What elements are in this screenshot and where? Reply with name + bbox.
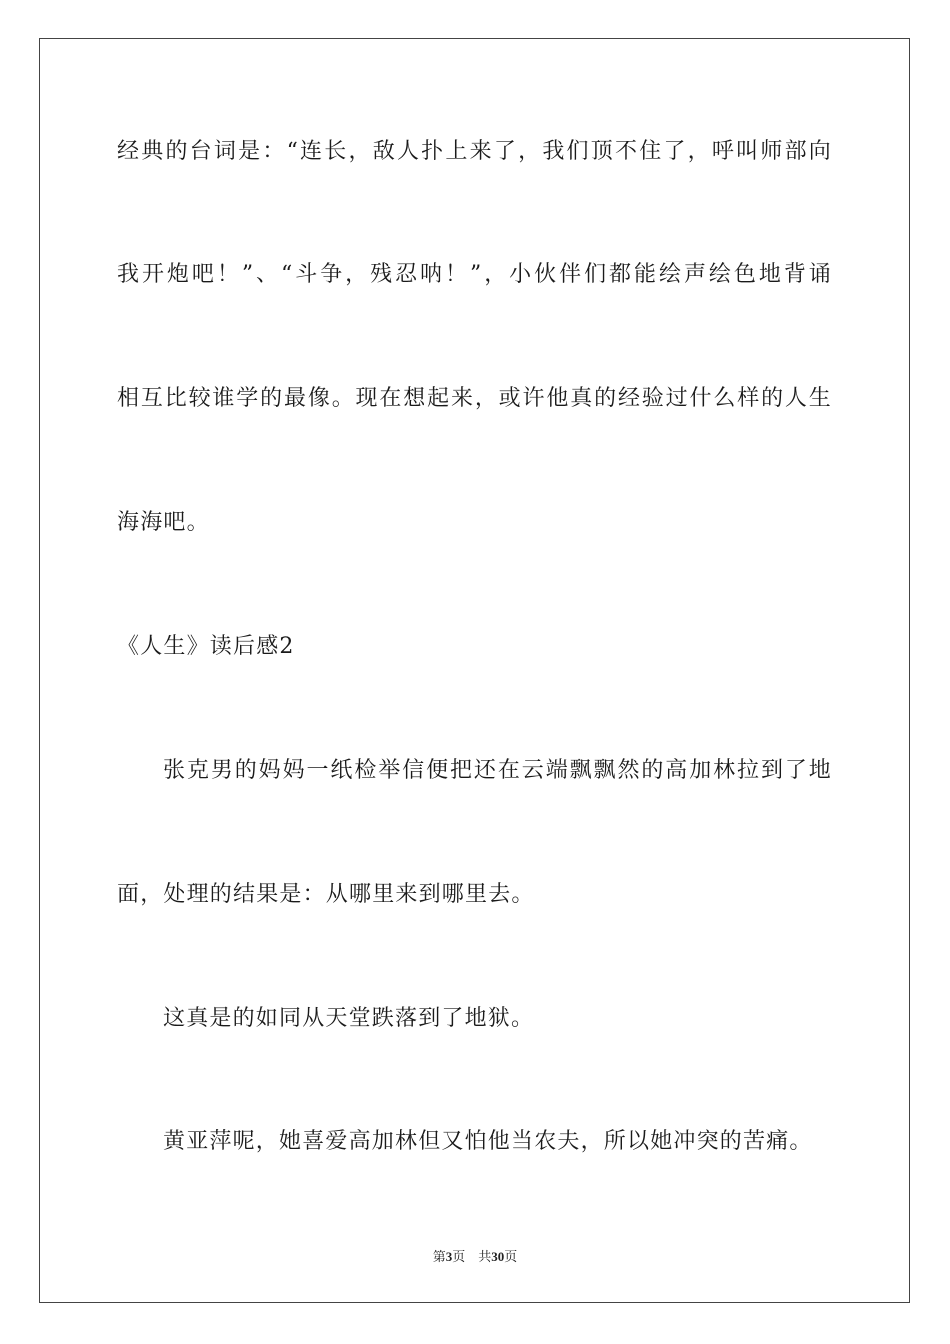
footer-middle: 页 共 bbox=[452, 1250, 492, 1265]
paragraph-1-line-2: 面，处理的结果是：从哪里来到哪里去。 bbox=[117, 882, 535, 907]
body-line-4: 海海吧。 bbox=[117, 510, 210, 535]
paragraph-1-line-1: 张克男的妈妈一纸检举信便把还在云端飘飘然的高加林拉到了地 bbox=[163, 758, 832, 783]
footer-suffix: 页 bbox=[504, 1250, 518, 1265]
paragraph-3: 黄亚萍呢，她喜爱高加林但又怕他当农夫，所以她冲突的苦痛。 bbox=[163, 1129, 813, 1154]
footer-prefix: 第 bbox=[432, 1250, 446, 1265]
footer-total-pages: 30 bbox=[491, 1249, 505, 1264]
section-heading: 《人生》读后感2 bbox=[117, 634, 295, 659]
body-line-1: 经典的台词是：“连长，敌人扑上来了，我们顶不住了，呼叫师部向 bbox=[117, 139, 832, 164]
page-footer bbox=[0, 1248, 950, 1267]
page-border bbox=[39, 38, 910, 1303]
footer-page-number: 3 bbox=[445, 1249, 453, 1264]
body-line-2: 我开炮吧！”、“斗争，残忍呐！”，小伙伴们都能绘声绘色地背诵 bbox=[117, 262, 832, 287]
paragraph-2: 这真是的如同从天堂跌落到了地狱。 bbox=[163, 1006, 535, 1031]
body-line-3: 相互比较谁学的最像。现在想起来，或许他真的经验过什么样的人生 bbox=[117, 386, 832, 411]
